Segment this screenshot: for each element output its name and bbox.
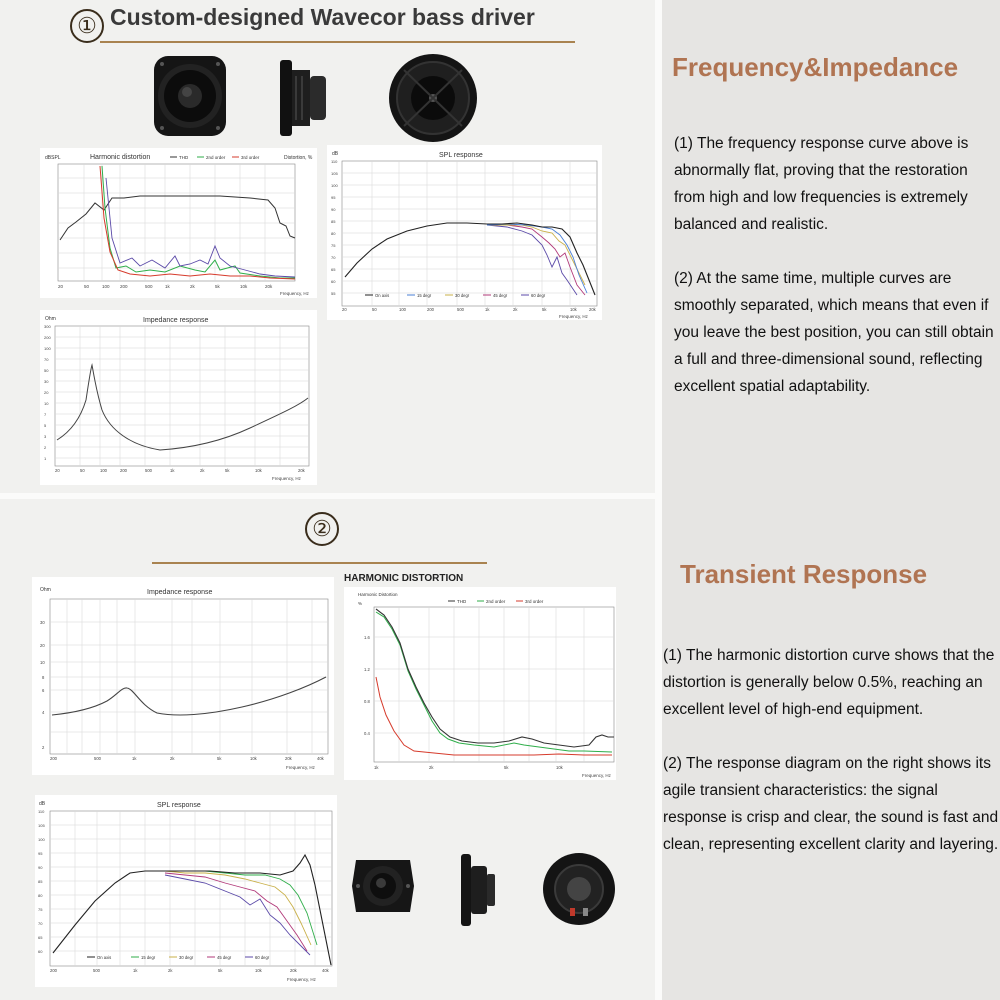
spl1-xlabel: Frequency, Hz (559, 314, 588, 319)
spl1-ytick: 70 (331, 255, 336, 260)
imp2-ytick: 2 (42, 745, 45, 750)
woofer-back-icon (386, 52, 480, 144)
imp1-ytick: 100 (44, 346, 51, 351)
spl1-tick: 10k (570, 307, 577, 312)
imp1-tick: 200 (120, 468, 127, 473)
hd1-curve-2nd (102, 166, 295, 278)
spl1-tick: 5k (542, 307, 547, 312)
hd2-curve-2nd (376, 612, 612, 752)
spl1-legend-60: 60 degr (531, 293, 546, 298)
hd2-ytick: 0.4 (364, 731, 370, 736)
hd2-ylabel: % (358, 601, 363, 606)
spl-response-chart (327, 145, 602, 320)
hd2-ytick: 1.2 (364, 667, 370, 672)
section1-title: Custom-designed Wavecor bass driver (110, 4, 535, 30)
spl1-tick: 50 (372, 307, 377, 312)
imp1-ytick: 20 (44, 390, 49, 395)
imp2-tick: 2k (170, 756, 175, 761)
spl1-title: SPL response (439, 152, 483, 159)
tweeter-front-icon (348, 850, 418, 922)
hd1-tick: 5k (215, 284, 220, 289)
spl2-tick: 5k (218, 968, 223, 973)
imp1-tick: 500 (145, 468, 152, 473)
imp2-svg (32, 577, 334, 775)
imp2-ytick: 30 (40, 620, 45, 625)
impedance-response-chart-2 (32, 577, 334, 775)
hd1-svg (40, 148, 317, 298)
spl2-tick: 20k (290, 968, 297, 973)
spl2-ytick: 105 (38, 823, 45, 828)
hd1-curve-thd (60, 196, 295, 240)
imp1-tick: 100 (100, 468, 107, 473)
imp1-tick: 2k (200, 468, 205, 473)
spl2-curve-onaxis (53, 855, 331, 965)
spl2-ytick: 90 (38, 865, 43, 870)
hd1-legend-3rd: 3rd order (241, 155, 260, 160)
spl2-legend-onaxis: On axis (97, 955, 112, 960)
imp1-grid (55, 326, 309, 466)
hd2-tick: 2k (429, 765, 434, 770)
section2-number: ② (305, 512, 339, 546)
imp2-tick: 1k (132, 756, 137, 761)
hd1-legend-2nd: 2nd order (206, 155, 226, 160)
imp1-tick: 50 (80, 468, 85, 473)
imp1-tick: 5k (225, 468, 230, 473)
spl1-ytick: 95 (331, 195, 336, 200)
spl2-ytick: 95 (38, 851, 43, 856)
hd2-ytick: 0.8 (364, 699, 370, 704)
imp2-tick: 20k (285, 756, 292, 761)
hd2-label: HARMONIC DISTORTION (344, 573, 464, 584)
spl1-legend-45: 45 degr (493, 293, 508, 298)
hd1-tick: 20k (265, 284, 273, 289)
imp2-tick: 40k (317, 756, 324, 761)
spl1-tick: 2k (513, 307, 518, 312)
imp1-ytick: 10 (44, 401, 49, 406)
spl1-ticks (342, 307, 597, 312)
spl2-yticks (38, 809, 45, 954)
imp2-tick: 500 (94, 756, 101, 761)
spl1-ylabel: dB (332, 151, 339, 157)
spl2-ytick: 65 (38, 935, 43, 940)
imp1-ticks (55, 468, 306, 473)
transient-response-text (663, 642, 999, 885)
spl1-tick: 20k (589, 307, 596, 312)
hd2-yticks (364, 635, 370, 736)
hd1-ylabel: dBSPL (45, 155, 61, 161)
imp1-tick: 10k (255, 468, 262, 473)
hd1-tick: 200 (120, 284, 128, 289)
hd1-tick: 50 (84, 284, 90, 289)
frequency-impedance-para-1: (1) The frequency response curve above is abnormally flat, proving that the restoration from high and low frequencies is extremely balanced and realistic. (674, 135, 969, 233)
hd1-ylabel-right: Distortion, % (284, 155, 313, 161)
section1-underline (100, 41, 575, 43)
spl1-yticks (331, 159, 338, 296)
spl1-ytick: 110 (331, 159, 338, 164)
imp1-xlabel: Frequency, Hz (272, 476, 301, 481)
imp1-ytick: 3 (44, 434, 47, 439)
imp1-ylabel: Ohm (45, 316, 56, 322)
spl1-curve-30 (487, 225, 585, 285)
spl2-curve-15 (165, 871, 317, 945)
hd2-ytick: 1.6 (364, 635, 370, 640)
hd2-xlabel: Frequency, Hz (582, 773, 611, 778)
imp2-xlabel: Frequency, Hz (286, 765, 315, 770)
spl2-legend-45: 45 degr (217, 955, 232, 960)
spl2-tick: 200 (50, 968, 57, 973)
spl1-tick: 1k (485, 307, 490, 312)
tweeter-side-icon (455, 850, 499, 930)
imp2-grid (50, 599, 328, 754)
spl2-tick: 10k (255, 968, 262, 973)
imp1-tick: 20 (55, 468, 60, 473)
imp2-ytick: 10 (40, 660, 45, 665)
imp1-title: Impedance response (143, 317, 209, 324)
imp1-curve (57, 365, 308, 450)
hd2-ticks (374, 765, 564, 770)
frequency-impedance-heading: Frequency&Impedance (672, 52, 959, 82)
spl2-ytick: 85 (38, 879, 43, 884)
spl1-svg (327, 145, 602, 320)
hd1-tick: 10k (240, 284, 248, 289)
imp1-tick: 1k (170, 468, 175, 473)
imp1-tick: 20k (298, 468, 305, 473)
hd1-title: Harmonic distortion (90, 154, 151, 161)
hd2-tick: 5k (504, 765, 509, 770)
spl1-ytick: 55 (331, 291, 336, 296)
spl1-tick: 20 (342, 307, 347, 312)
imp1-ytick: 2 (44, 445, 47, 450)
spl2-curve-45 (165, 873, 307, 951)
section2-underline (152, 562, 487, 564)
vertical-divider (655, 0, 662, 1000)
imp1-ytick: 50 (44, 368, 49, 373)
spl1-legend-15: 15 degr (417, 293, 432, 298)
spl2-tick: 1k (133, 968, 138, 973)
imp2-ticks (50, 756, 325, 761)
imp2-title: Impedance response (147, 589, 213, 596)
transient-response-para-2: (2) The response diagram on the right shows its agile transient characteristics: the signal response is crisp and clear, the sound is fast and clean, representing excellent clarity and layering. (663, 755, 999, 853)
hd2-legend-thd: THD (457, 599, 467, 604)
hd1-xlabel: Frequency, Hz (280, 291, 309, 296)
spl2-legend-15: 15 degr (141, 955, 156, 960)
imp2-yticks (40, 620, 45, 750)
imp2-tick: 5k (217, 756, 222, 761)
spl1-ytick: 75 (331, 243, 336, 248)
frequency-impedance-text (674, 130, 999, 427)
imp2-ylabel: Ohm (40, 587, 51, 593)
imp2-tick: 200 (50, 756, 57, 761)
spl2-grid (50, 811, 332, 966)
imp1-ytick: 7 (44, 412, 47, 417)
imp2-ytick: 4 (42, 710, 45, 715)
hd1-tick: 1k (165, 284, 170, 289)
hd1-tick: 20 (58, 284, 64, 289)
woofer-front-icon (150, 52, 230, 140)
section1-number: ① (70, 9, 104, 43)
imp2-ytick: 8 (42, 675, 45, 680)
imp1-yticks (44, 324, 51, 461)
spl2-ytick: 70 (38, 921, 43, 926)
hd2-svg (344, 587, 616, 780)
spl1-ytick: 90 (331, 207, 336, 212)
hd1-ticks (58, 284, 273, 289)
hd2-curve-thd (376, 609, 614, 747)
spl1-tick: 200 (427, 307, 434, 312)
spl2-title: SPL response (157, 802, 201, 809)
hd2-legend-2nd: 2nd order (486, 599, 506, 604)
spl2-ytick: 80 (38, 893, 43, 898)
spl2-legend (87, 955, 270, 960)
spl1-tick: 500 (457, 307, 464, 312)
spl2-ylabel: dB (39, 801, 46, 807)
imp1-ytick: 5 (44, 423, 47, 428)
harmonic-distortion-chart-2 (344, 587, 616, 780)
transient-response-heading: Transient Response (680, 559, 928, 589)
spl-response-chart-2 (35, 795, 337, 987)
spl2-tick: 40k (322, 968, 329, 973)
woofer-side-icon (272, 56, 332, 140)
imp1-ytick: 300 (44, 324, 51, 329)
spl2-tick: 500 (93, 968, 100, 973)
imp1-ytick: 70 (44, 357, 49, 362)
spl1-tick: 100 (399, 307, 406, 312)
tweeter-back-icon (540, 848, 618, 930)
horizontal-divider (0, 493, 655, 499)
hd2-legend-3rd: 3rd order (525, 599, 544, 604)
spl2-legend-60: 60 degr (255, 955, 270, 960)
spl2-ytick: 100 (38, 837, 45, 842)
spl2-tick: 2k (168, 968, 173, 973)
hd1-legend-thd: THD (179, 155, 189, 160)
imp1-ytick: 1 (44, 456, 47, 461)
spl2-ytick: 60 (38, 949, 43, 954)
impedance-response-chart (40, 310, 317, 485)
spl1-ytick: 60 (331, 279, 336, 284)
hd1-curve-3rd (100, 166, 295, 279)
hd2-subtitle: Harmonic Distortion (358, 592, 398, 597)
spl1-ytick: 105 (331, 171, 338, 176)
spl1-legend-onaxis: On axis (375, 293, 390, 298)
transient-response-para-1: (1) The harmonic distortion curve shows that the distortion is generally below 0.5%, reaching an excellent level of high-end equipment. (663, 647, 995, 718)
spl2-ticks (50, 968, 330, 973)
hd1-tick: 100 (102, 284, 110, 289)
spl2-xlabel: Frequency, Hz (287, 977, 316, 982)
spl1-ytick: 80 (331, 231, 336, 236)
harmonic-distortion-chart (40, 148, 317, 298)
imp1-ytick: 200 (44, 335, 51, 340)
frequency-impedance-para-2: (2) At the same time, multiple curves are smoothly separated, which means that even if you leave the best position, you can still obtain a full and three-dimensional sound, reflecting excellent spatial adaptability. (674, 270, 994, 395)
hd2-tick: 1k (374, 765, 379, 770)
spl1-legend (365, 293, 546, 298)
hd1-tick: 500 (145, 284, 153, 289)
hd2-grid (374, 607, 614, 762)
spl1-ytick: 100 (331, 183, 338, 188)
spl1-ytick: 85 (331, 219, 336, 224)
spl1-legend-30: 30 degr (455, 293, 470, 298)
spl2-ytick: 75 (38, 907, 43, 912)
imp2-ytick: 20 (40, 643, 45, 648)
spl2-legend-30: 30 degr (179, 955, 194, 960)
spl2-ytick: 110 (38, 809, 45, 814)
spl2-svg (35, 795, 337, 987)
imp1-ytick: 30 (44, 379, 49, 384)
imp2-curve (52, 677, 326, 715)
hd1-grid (58, 164, 295, 281)
spl2-curve-60 (165, 875, 310, 955)
spl1-ytick: 65 (331, 267, 336, 272)
hd1-tick: 2k (190, 284, 195, 289)
imp2-tick: 10k (250, 756, 257, 761)
imp2-ytick: 6 (42, 688, 45, 693)
imp1-svg (40, 310, 317, 485)
spl1-curve-60 (487, 225, 577, 295)
hd2-tick: 10k (556, 765, 563, 770)
